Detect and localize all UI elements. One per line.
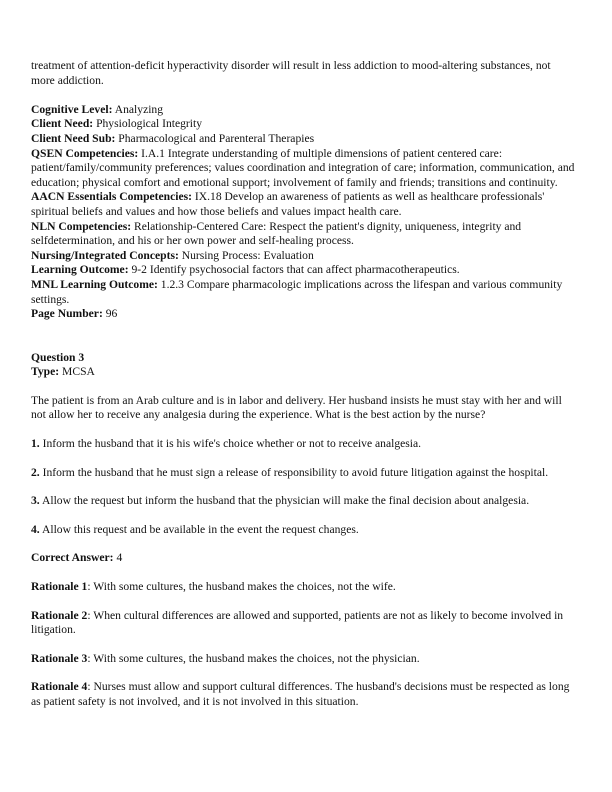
option-1: 1. Inform the husband that it is his wife's choice whether or not to receive analgesia. [31, 437, 422, 451]
option-4: 4. Allow this request and be available in the event the request changes. [31, 522, 359, 536]
meta-nln: NLN Competencies: Relationship-Centered Care: Respect the patient's dignity, uniqueness, integrity and selfdetermination, and his or her own power and self-healing process. [31, 219, 522, 248]
metadata-block [31, 103, 576, 322]
rationale-3: Rationale 3: With some cultures, the husband makes the choices, not the physician. [31, 651, 420, 665]
meta-cognitive-level: Cognitive Level: Analyzing [31, 102, 164, 116]
meta-learning-outcome: Learning Outcome: 9-2 Identify psychosocial factors that can affect pharmacotherapeutics. [31, 263, 460, 277]
question-stem: The patient is from an Arab culture and is in labor and delivery. Her husband insists he must stay with her and will not allow her to receive any analgesia during the experience. What is the best action by the nurse? [31, 393, 562, 422]
meta-qsen: QSEN Competencies: I.A.1 Integrate understanding of multiple dimensions of patient centered care: patient/family/community preferences; values coordination and integration of care; information, communication, and education; physical comfort and emotional support; involvement of family and friends; transitions and continuity. [31, 146, 575, 189]
document-page [31, 59, 576, 724]
question-type: Type: MCSA [31, 365, 95, 379]
meta-aacn: AACN Essentials Competencies: IX.18 Develop an awareness of patients as well as healthcare professionals' spiritual beliefs and values and how those beliefs and values impact health care. [31, 190, 545, 218]
rationale-1: Rationale 1: With some cultures, the husband makes the choices, not the wife. [31, 580, 396, 594]
option-2: 2. Inform the husband that he must sign a release of responsibility to avoid future litigation against the hospital. [31, 465, 549, 479]
question-title: Question 3 [31, 350, 85, 364]
correct-answer: Correct Answer: 4 [31, 551, 123, 565]
meta-page-number: Page Number: 96 [31, 307, 118, 321]
meta-nursing-concepts: Nursing/Integrated Concepts: Nursing Process: Evaluation [31, 248, 314, 262]
meta-client-need-sub: Client Need Sub: Pharmacological and Parenteral Therapies [31, 131, 315, 145]
intro-text: treatment of attention-deficit hyperactivity disorder will result in less addiction to mood-altering substances, not more addiction. [31, 59, 551, 87]
rationale-4: Rationale 4: Nurses must allow and support cultural differences. The husband's decisions must be respected as long as patient safety is not involved, and it is not involved in this situation. [31, 680, 570, 708]
rationale-2: Rationale 2: When cultural differences are allowed and supported, patients are not as likely to become involved in litigation. [31, 608, 564, 637]
meta-mnl-outcome: MNL Learning Outcome: 1.2.3 Compare pharmacologic implications across the lifespan and various community settings. [31, 277, 563, 306]
option-3: 3. Allow the request but inform the husband that the physician will make the final decision about analgesia. [31, 494, 530, 508]
meta-client-need: Client Need: Physiological Integrity [31, 117, 203, 131]
